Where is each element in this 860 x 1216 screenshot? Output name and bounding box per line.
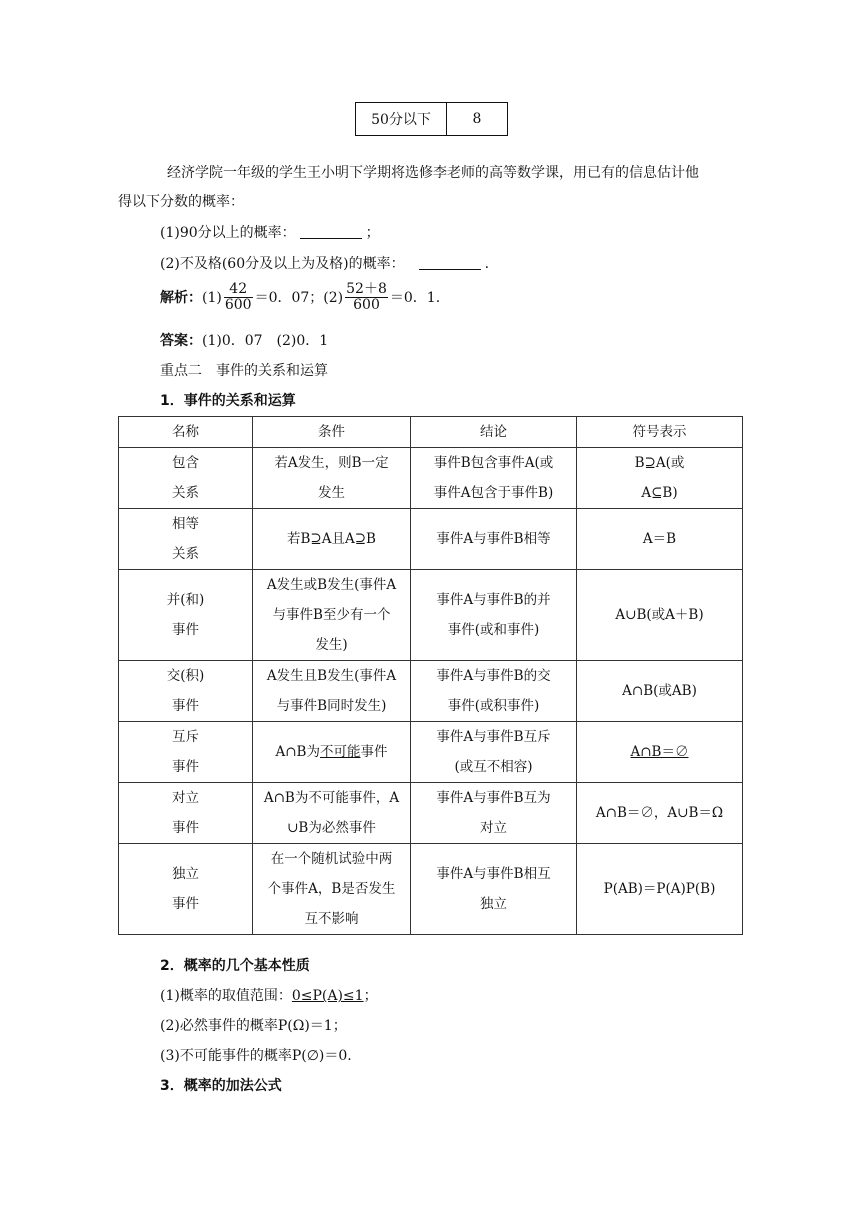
condition-line: 发生) <box>315 637 348 653</box>
section-title: 重点二 事件的关系和运算 <box>160 363 328 379</box>
analysis-line <box>160 282 440 314</box>
row-symbol <box>577 661 743 722</box>
answer-blank-1 <box>300 224 362 239</box>
fraction-2-denominator: 600 <box>353 297 380 314</box>
conclusion-line: 事件A与事件B相等 <box>436 531 551 547</box>
row-condition <box>253 844 411 935</box>
condition-line: 互不影响 <box>304 911 359 927</box>
fraction-1-numerator: 42 <box>224 282 253 298</box>
score-table-fragment <box>355 102 508 136</box>
symbol-line: A＝B <box>642 531 677 547</box>
table-header-row <box>119 417 743 448</box>
answer-label: 答案： <box>160 333 202 349</box>
header-condition: 条件 <box>253 417 411 448</box>
condition-text: 事件 <box>360 744 388 760</box>
condition-line: 发生 <box>318 485 345 501</box>
row-name-line: 事件 <box>172 698 199 714</box>
property-1-range: 0≤P(A)≤1 <box>291 988 364 1004</box>
row-name-line: 关系 <box>172 546 199 562</box>
condition-line: A∩B为不可能事件，A <box>263 790 400 806</box>
question-1 <box>160 222 380 242</box>
row-condition <box>253 448 411 509</box>
conclusion-line: 事件A与事件B互斥 <box>436 729 551 745</box>
row-name-line: 并(和) <box>166 592 205 608</box>
property-3: (3)不可能事件的概率P(∅)＝0. <box>160 1048 352 1064</box>
row-condition <box>253 783 411 844</box>
condition-line: 若A发生，则B一定 <box>274 455 389 471</box>
row-conclusion <box>411 509 577 570</box>
condition-underlined-text: 不可能 <box>319 744 361 760</box>
property-1-text: (1)概率的取值范围： <box>160 988 292 1004</box>
row-condition <box>253 661 411 722</box>
row-symbol <box>577 570 743 661</box>
row-name-line: 事件 <box>172 759 199 775</box>
analysis-part-1: (1) <box>202 289 222 306</box>
row-condition <box>253 509 411 570</box>
condition-line: 若B⊇A且A⊇B <box>287 531 376 547</box>
header-name: 名称 <box>119 417 253 448</box>
row-name <box>119 783 253 844</box>
row-name-line: 包含 <box>172 455 199 471</box>
property-1 <box>160 985 378 1005</box>
table-row <box>119 448 743 509</box>
conclusion-line: 事件A包含于事件B) <box>433 485 554 501</box>
table-row <box>119 509 743 570</box>
answer-blank-2 <box>419 255 481 270</box>
row-name <box>119 570 253 661</box>
row-symbol <box>577 783 743 844</box>
condition-line: 在一个随机试验中两 <box>270 851 393 867</box>
conclusion-line: 对立 <box>480 820 507 836</box>
subsection-2-title: 2．概率的几个基本性质 <box>160 958 310 974</box>
symbol-line: A∪B(或A＋B) <box>615 607 704 623</box>
property-2: (2)必然事件的概率P(Ω)＝1； <box>160 1018 347 1034</box>
fraction-1 <box>224 282 253 314</box>
conclusion-line: 事件(或和事件) <box>447 622 540 638</box>
row-name-line: 事件 <box>172 820 199 836</box>
table-row <box>119 661 743 722</box>
symbol-line: B⊇A(或 <box>634 455 685 471</box>
score-count-cell: 8 <box>447 103 508 136</box>
table-row <box>119 783 743 844</box>
row-symbol <box>577 509 743 570</box>
row-name-line: 事件 <box>172 896 199 912</box>
question-1-end: ； <box>365 225 380 241</box>
row-condition <box>253 570 411 661</box>
row-name <box>119 448 253 509</box>
condition-text: A∩B为 <box>275 744 320 760</box>
row-conclusion <box>411 722 577 783</box>
row-name-line: 相等 <box>172 516 199 532</box>
symbol-line: A∩B＝∅，A∪B＝Ω <box>595 805 724 821</box>
question-1-text: (1)90分以上的概率： <box>160 225 296 241</box>
row-name-line: 对立 <box>172 790 199 806</box>
table-row <box>119 844 743 935</box>
row-symbol <box>577 722 743 783</box>
condition-line: 与事件B至少有一个 <box>272 607 391 623</box>
analysis-result-2: ＝0．1. <box>389 289 441 306</box>
event-relations-table <box>118 416 743 935</box>
conclusion-line: 独立 <box>480 896 507 912</box>
header-symbol: 符号表示 <box>577 417 743 448</box>
condition-line: A发生或B发生(事件A <box>266 577 397 593</box>
row-symbol <box>577 448 743 509</box>
symbol-line: A⊆B) <box>641 485 678 501</box>
conclusion-line: 事件(或积事件) <box>447 698 540 714</box>
row-conclusion <box>411 661 577 722</box>
conclusion-line: 事件A与事件B的交 <box>436 668 551 684</box>
table-row <box>119 570 743 661</box>
row-name <box>119 844 253 935</box>
conclusion-line: 事件A与事件B互为 <box>436 790 551 806</box>
row-name-line: 独立 <box>172 866 199 882</box>
row-name <box>119 661 253 722</box>
analysis-label: 解析： <box>160 289 202 306</box>
table-row <box>119 722 743 783</box>
answer-line <box>160 330 328 350</box>
question-2-end: . <box>484 256 490 272</box>
score-range-cell: 50分以下 <box>356 103 447 136</box>
row-conclusion <box>411 570 577 661</box>
conclusion-line: 事件A与事件B的并 <box>436 592 551 608</box>
condition-line: A发生且B发生(事件A <box>266 668 397 684</box>
question-2 <box>160 253 489 273</box>
condition-line: 个事件A，B是否发生 <box>267 881 396 897</box>
subsection-3-title: 3．概率的加法公式 <box>160 1078 282 1094</box>
row-name <box>119 509 253 570</box>
symbol-line: P(AB)＝P(A)P(B) <box>603 881 716 897</box>
conclusion-line: 事件B包含事件A(或 <box>433 455 554 471</box>
answer-text: (1)0．07 (2)0．1 <box>202 333 329 349</box>
conclusion-line: 事件A与事件B相互 <box>436 866 551 882</box>
symbol-line: A∩B(或AB) <box>622 683 697 699</box>
intro-line-2: 得以下分数的概率： <box>118 194 244 210</box>
row-conclusion <box>411 844 577 935</box>
property-1-end: ； <box>363 988 378 1004</box>
question-2-text: (2)不及格(60分及以上为及格)的概率： <box>160 256 405 272</box>
header-conclusion: 结论 <box>411 417 577 448</box>
conclusion-line: (或互不相容) <box>454 759 533 775</box>
analysis-result-1: ＝0．07；(2) <box>254 289 344 306</box>
row-conclusion <box>411 448 577 509</box>
fraction-1-denominator: 600 <box>224 297 252 314</box>
condition-line: 与事件B同时发生) <box>276 698 387 714</box>
row-name <box>119 722 253 783</box>
row-name-line: 交(积) <box>166 668 205 684</box>
condition-line: ∪B为必然事件 <box>287 820 376 836</box>
row-condition <box>253 722 411 783</box>
fraction-2 <box>345 282 388 314</box>
symbol-underlined-text: A∩B＝∅ <box>630 744 689 760</box>
row-name-line: 事件 <box>172 622 199 638</box>
intro-line-1: 经济学院一年级的学生王小明下学期将选修李老师的高等数学课，用已有的信息估计他 <box>167 165 699 181</box>
row-name-line: 关系 <box>172 485 199 501</box>
subsection-1-title: 1．事件的关系和运算 <box>160 393 296 409</box>
fraction-2-numerator: 52＋8 <box>346 281 387 297</box>
row-symbol <box>577 844 743 935</box>
row-conclusion <box>411 783 577 844</box>
row-name-line: 互斥 <box>172 729 199 745</box>
